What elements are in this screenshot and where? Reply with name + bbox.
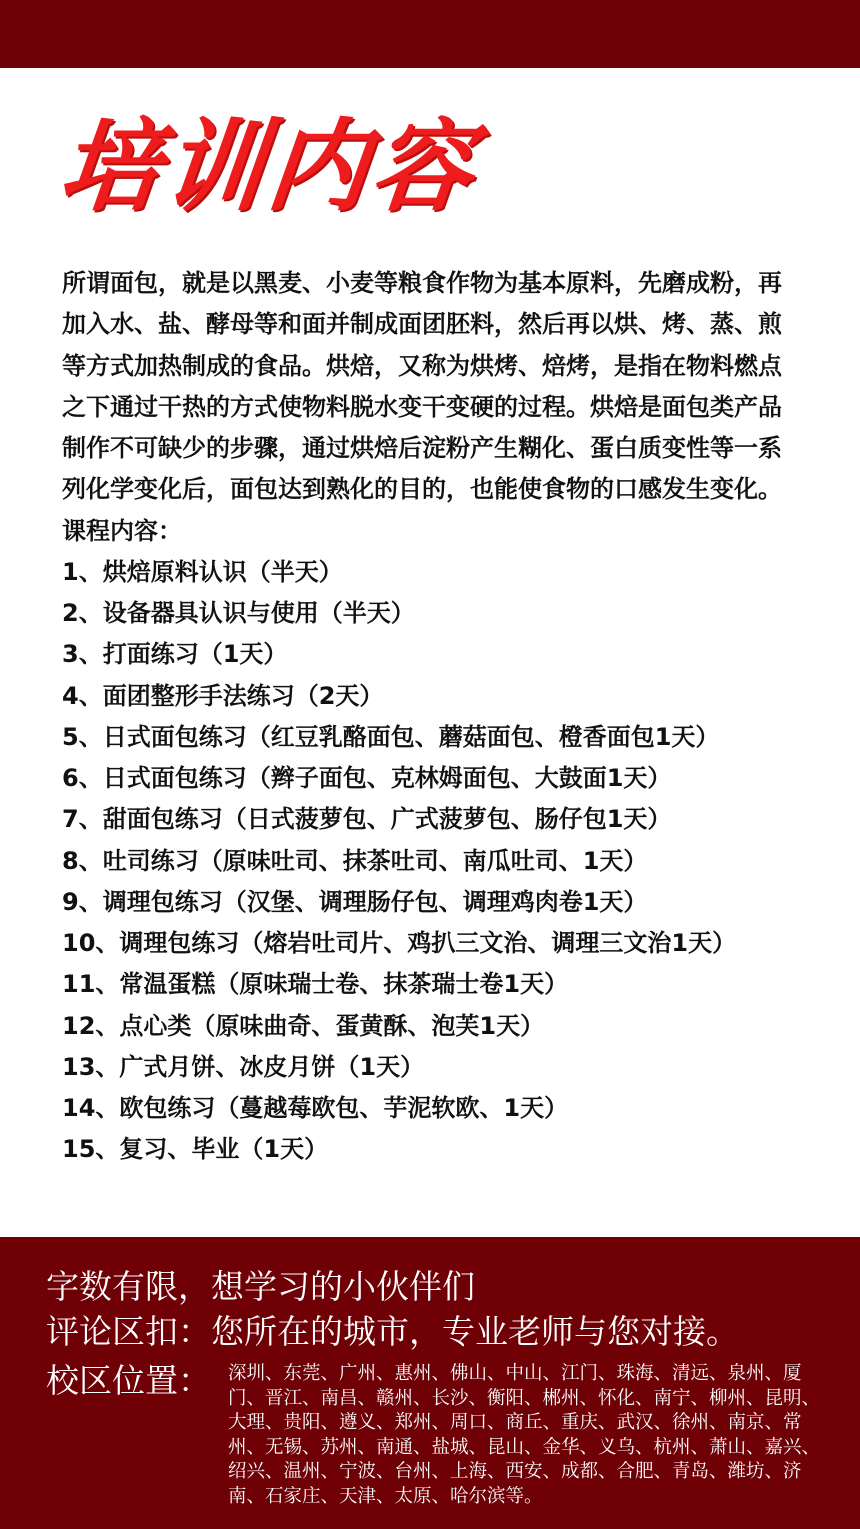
course-item: 7、甜面包练习（日式菠萝包、广式菠萝包、肠仔包1天） [62,805,672,834]
course-item: 9、调理包练习（汉堡、调理肠仔包、调理鸡肉卷1天） [62,887,648,916]
course-item: 14、欧包练习（蔓越莓欧包、芋泥软欧、1天） [62,1094,569,1123]
footer-line-1: 字数有限，想学习的小伙伴们 [46,1267,475,1306]
footer-banner [0,1237,860,1529]
top-banner [0,0,860,68]
page-title: 培训内容 [53,108,483,225]
course-item: 10、调理包练习（熔岩吐司片、鸡扒三文治、调理三文治1天） [62,929,737,958]
course-item: 8、吐司练习（原味吐司、抹茶吐司、南瓜吐司、1天） [62,846,648,875]
campus-city-list: 深圳、东莞、广州、惠州、佛山、中山、江门、珠海、清远、泉州、厦门、晋江、南昌、赣州、长沙、衡阳、郴州、怀化、南宁、柳州、昆明、大理、贵阳、遵义、郑州、周口、商丘、重庆、武汉、徐州、南京、常州、无锡、苏州、南通、盐城、昆山、金华、义乌、杭州、萧山、嘉兴、绍兴、温州、宁波、台州、上海、西安、成都、合肥、青岛、潍坊、济南、石家庄、天津、太原、哈尔滨等。 [228,1363,821,1507]
intro-paragraph: 所谓面包，就是以黑麦、小麦等粮食作物为基本原料，先磨成粉，再加入水、盐、酵母等和面并制成面团胚料，然后再以烘、烤、蒸、煎等方式加热制成的食品。烘焙，又称为烘烤、焙烤，是指在物料燃点之下通过干热的方式使物料脱水变干变硬的过程。烘焙是面包类产品制作不可缺少的步骤，通过烘焙后淀粉产生糊化、蛋白质变性等一系列化学变化后，面包达到熟化的目的，也能使食物的口感发生变化。 [62,269,782,504]
course-item: 1、烘焙原料认识（半天） [62,557,343,586]
footer-line-2: 评论区扣：您所在的城市，专业老师与您对接。 [46,1312,739,1351]
course-item: 5、日式面包练习（红豆乳酪面包、蘑菇面包、橙香面包1天） [62,722,720,751]
course-item: 6、日式面包练习（辫子面包、克林姆面包、大鼓面1天） [62,764,672,793]
course-list [62,552,802,1171]
course-item: 2、设备器具认识与使用（半天） [62,599,415,628]
campus-label: 校区位置： [46,1361,211,1400]
main-content [62,263,802,1171]
course-item: 15、复习、毕业（1天） [62,1135,329,1164]
course-item: 13、广式月饼、冰皮月饼（1天） [62,1052,425,1081]
course-item: 12、点心类（原味曲奇、蛋黄酥、泡芙1天） [62,1011,545,1040]
course-item: 3、打面练习（1天） [62,640,288,669]
course-item: 4、面团整形手法练习（2天） [62,681,384,710]
course-heading: 课程内容： [62,516,182,545]
course-item: 11、常温蛋糕（原味瑞士卷、抹茶瑞士卷1天） [62,970,569,999]
